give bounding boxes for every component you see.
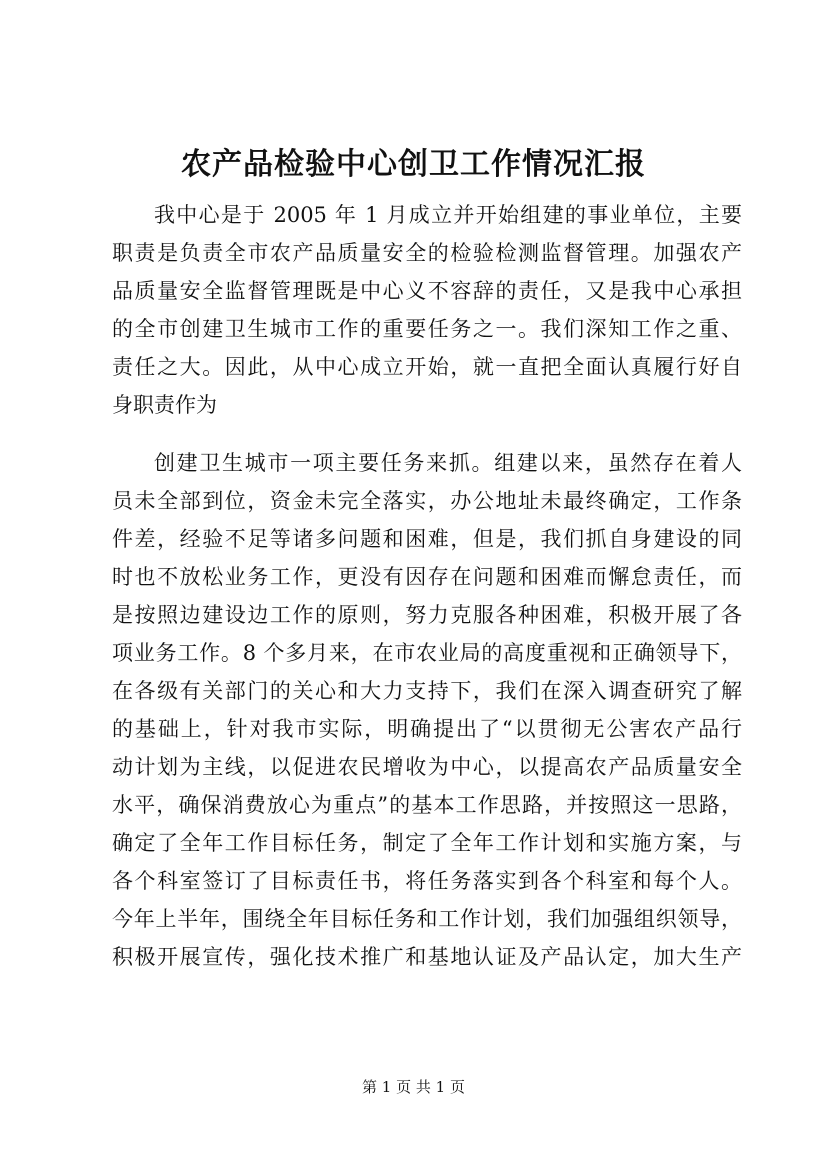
paragraph-line: 是按照边建设边工作的原则，努力克服各种困难，积极开展了各 [112,603,742,627]
paragraph-line: 我中心是于 2005 年 1 月成立并开始组建的事业单位，主要 [154,203,742,227]
paragraph-line: 今年上半年，围绕全年目标任务和工作计划，我们加强组织领导， [112,907,742,931]
paragraph-gap [112,424,742,444]
paragraph-line: 项业务工作。8 个多月来，在市农业局的高度重视和正确领导下， [112,641,742,665]
paragraph-2 [112,444,742,976]
paragraph-line: 创建卫生城市一项主要任务来抓。组建以来，虽然存在着人 [154,451,742,475]
paragraph-line: 的基础上，针对我市实际，明确提出了“以贯彻无公害农产品行 [112,717,742,741]
paragraph-line: 在各级有关部门的关心和大力支持下，我们在深入调查研究了解 [112,679,742,703]
paragraph-line: 水平，确保消费放心为重点”的基本工作思路，并按照这一思路， [112,793,742,817]
paragraph-line: 时也不放松业务工作，更没有因存在问题和困难而懈怠责任，而 [112,565,742,589]
document-title: 农产品检验中心创卫工作情况汇报 [181,147,646,182]
paragraph-line: 品质量安全监督管理既是中心义不容辞的责任，又是我中心承担 [112,279,742,303]
paragraph-line: 职责是负责全市农产品质量安全的检验检测监督管理。加强农产 [112,241,742,265]
paragraph-line: 身职责作为 [112,393,217,417]
paragraph-line: 积极开展宣传，强化技术推广和基地认证及产品认定，加大生产 [112,945,742,969]
paragraph-line: 动计划为主线，以促进农民增收为中心，以提高农产品质量安全 [112,755,742,779]
paragraph-1 [112,196,742,424]
paragraph-line: 件差，经验不足等诸多问题和困难，但是，我们抓自身建设的同 [112,527,742,551]
page-footer: 第 1 页 共 1 页 [362,1078,465,1096]
document-body [112,196,742,976]
paragraph-line: 确定了全年工作目标任务，制定了全年工作计划和实施方案，与 [112,831,742,855]
paragraph-line: 员未全部到位，资金未完全落实，办公地址未最终确定，工作条 [112,489,742,513]
paragraph-line: 的全市创建卫生城市工作的重要任务之一。我们深知工作之重、 [112,317,742,341]
paragraph-line: 责任之大。因此，从中心成立开始，就一直把全面认真履行好自 [112,355,742,379]
paragraph-line: 各个科室签订了目标责任书，将任务落实到各个科室和每个人。 [112,869,742,893]
